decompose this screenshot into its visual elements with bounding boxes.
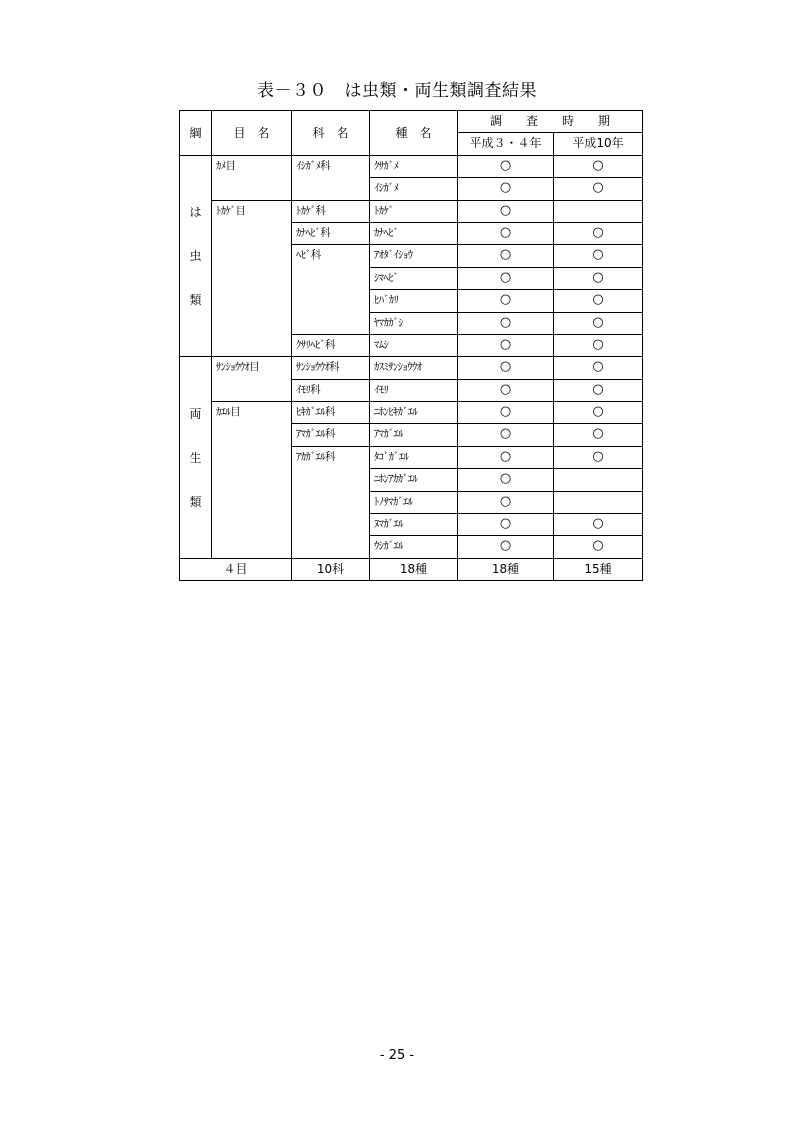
period-2-mark bbox=[554, 491, 643, 513]
class-reptile: は 虫 類 bbox=[180, 155, 212, 357]
page-number: - 25 - bbox=[379, 1048, 415, 1063]
order-cell: ｶｴﾙ目 bbox=[212, 402, 292, 559]
period-2-mark: ○ bbox=[554, 290, 643, 312]
species-cell: ｲｼｶﾞﾒ bbox=[370, 178, 458, 200]
family-cell: ｶﾅﾍﾋﾞ科 bbox=[292, 222, 370, 244]
period-2-mark: ○ bbox=[554, 178, 643, 200]
period-2-mark: ○ bbox=[554, 267, 643, 289]
species-cell: ｸｻｶﾞﾒ bbox=[370, 155, 458, 177]
period-2-mark: ○ bbox=[554, 245, 643, 267]
family-cell: ｻﾝｼｮｳｳｵ科 bbox=[292, 357, 370, 379]
period-1-mark: ○ bbox=[458, 200, 554, 222]
period-1-mark: ○ bbox=[458, 536, 554, 558]
family-cell: ｲｼｶﾞﾒ科 bbox=[292, 155, 370, 200]
family-cell: ﾋｷｶﾞｴﾙ科 bbox=[292, 402, 370, 424]
order-cell: ｶﾒ目 bbox=[212, 155, 292, 200]
family-cell: ｱﾏｶﾞｴﾙ科 bbox=[292, 424, 370, 446]
period-1-mark: ○ bbox=[458, 379, 554, 401]
header-order: 目 名 bbox=[212, 111, 292, 156]
species-cell: ｱｵﾀﾞｲｼｮｳ bbox=[370, 245, 458, 267]
table-row bbox=[180, 357, 643, 379]
class-amphibian: 両 生 類 bbox=[180, 357, 212, 559]
period-1-mark: ○ bbox=[458, 514, 554, 536]
period-1-mark: ○ bbox=[458, 267, 554, 289]
period-2-mark bbox=[554, 469, 643, 491]
period-1-mark: ○ bbox=[458, 290, 554, 312]
table-row bbox=[180, 155, 643, 177]
period-2-mark: ○ bbox=[554, 536, 643, 558]
table-title: 表－３０ は虫類・両生類調査結果 bbox=[257, 81, 537, 101]
order-cell: ﾄｶｹﾞ目 bbox=[212, 200, 292, 357]
family-cell: ｲﾓﾘ科 bbox=[292, 379, 370, 401]
species-cell: ﾄｶｹﾞ bbox=[370, 200, 458, 222]
period-2-mark: ○ bbox=[554, 379, 643, 401]
family-cell: ﾍﾋﾞ科 bbox=[292, 245, 370, 335]
period-1-mark: ○ bbox=[458, 178, 554, 200]
period-1-mark: ○ bbox=[458, 357, 554, 379]
period-2-mark: ○ bbox=[554, 514, 643, 536]
species-cell: ﾇﾏｶﾞｴﾙ bbox=[370, 514, 458, 536]
header-class: 綱 bbox=[180, 111, 212, 156]
period-1-mark: ○ bbox=[458, 155, 554, 177]
table-row bbox=[180, 200, 643, 222]
period-2-mark: ○ bbox=[554, 222, 643, 244]
survey-results-table bbox=[179, 110, 643, 581]
header-row bbox=[180, 111, 643, 133]
total-families: 10科 bbox=[292, 558, 370, 580]
total-species: 18種 bbox=[370, 558, 458, 580]
period-2-mark: ○ bbox=[554, 446, 643, 468]
species-cell: ﾆﾎﾝﾋｷｶﾞｴﾙ bbox=[370, 402, 458, 424]
species-cell: ｳｼｶﾞｴﾙ bbox=[370, 536, 458, 558]
period-1-mark: ○ bbox=[458, 424, 554, 446]
species-cell: ｲﾓﾘ bbox=[370, 379, 458, 401]
totals-row bbox=[180, 558, 643, 580]
species-cell: ﾋﾊﾞｶﾘ bbox=[370, 290, 458, 312]
total-orders: ４目 bbox=[180, 558, 292, 580]
period-2-mark: ○ bbox=[554, 334, 643, 356]
header-family: 科 名 bbox=[292, 111, 370, 156]
period-1-mark: ○ bbox=[458, 402, 554, 424]
period-2-mark: ○ bbox=[554, 155, 643, 177]
species-cell: ﾏﾑｼ bbox=[370, 334, 458, 356]
header-period-1: 平成３・４年 bbox=[458, 133, 554, 155]
species-cell: ﾔﾏｶｶﾞｼ bbox=[370, 312, 458, 334]
header-period-2: 平成10年 bbox=[554, 133, 643, 155]
period-1-mark: ○ bbox=[458, 312, 554, 334]
period-1-mark: ○ bbox=[458, 469, 554, 491]
period-1-mark: ○ bbox=[458, 245, 554, 267]
family-cell: ｱｶｶﾞｴﾙ科 bbox=[292, 446, 370, 558]
family-cell: ﾄｶｹﾞ科 bbox=[292, 200, 370, 222]
period-1-mark: ○ bbox=[458, 334, 554, 356]
period-2-mark: ○ bbox=[554, 402, 643, 424]
species-cell: ﾆﾎﾝｱｶｶﾞｴﾙ bbox=[370, 469, 458, 491]
species-cell: ﾀｺﾞｶﾞｴﾙ bbox=[370, 446, 458, 468]
species-cell: ｱﾏｶﾞｴﾙ bbox=[370, 424, 458, 446]
species-cell: ｶﾅﾍﾋﾞ bbox=[370, 222, 458, 244]
period-1-mark: ○ bbox=[458, 446, 554, 468]
period-2-mark bbox=[554, 200, 643, 222]
period-1-mark: ○ bbox=[458, 222, 554, 244]
period-2-mark: ○ bbox=[554, 424, 643, 446]
header-survey-period: 調 査 時 期 bbox=[458, 111, 643, 133]
period-2-mark: ○ bbox=[554, 357, 643, 379]
species-cell: ﾄﾉｻﾏｶﾞｴﾙ bbox=[370, 491, 458, 513]
order-cell: ｻﾝｼｮｳｳｵ目 bbox=[212, 357, 292, 402]
total-period-1: 18種 bbox=[458, 558, 554, 580]
period-1-mark: ○ bbox=[458, 491, 554, 513]
species-cell: ｶｽﾐｻﾝｼｮｳｳｵ bbox=[370, 357, 458, 379]
family-cell: ｸｻﾘﾍﾋﾞ科 bbox=[292, 334, 370, 356]
total-period-2: 15種 bbox=[554, 558, 643, 580]
header-species: 種 名 bbox=[370, 111, 458, 156]
table-row bbox=[180, 402, 643, 424]
species-cell: ｼﾏﾍﾋﾞ bbox=[370, 267, 458, 289]
period-2-mark: ○ bbox=[554, 312, 643, 334]
